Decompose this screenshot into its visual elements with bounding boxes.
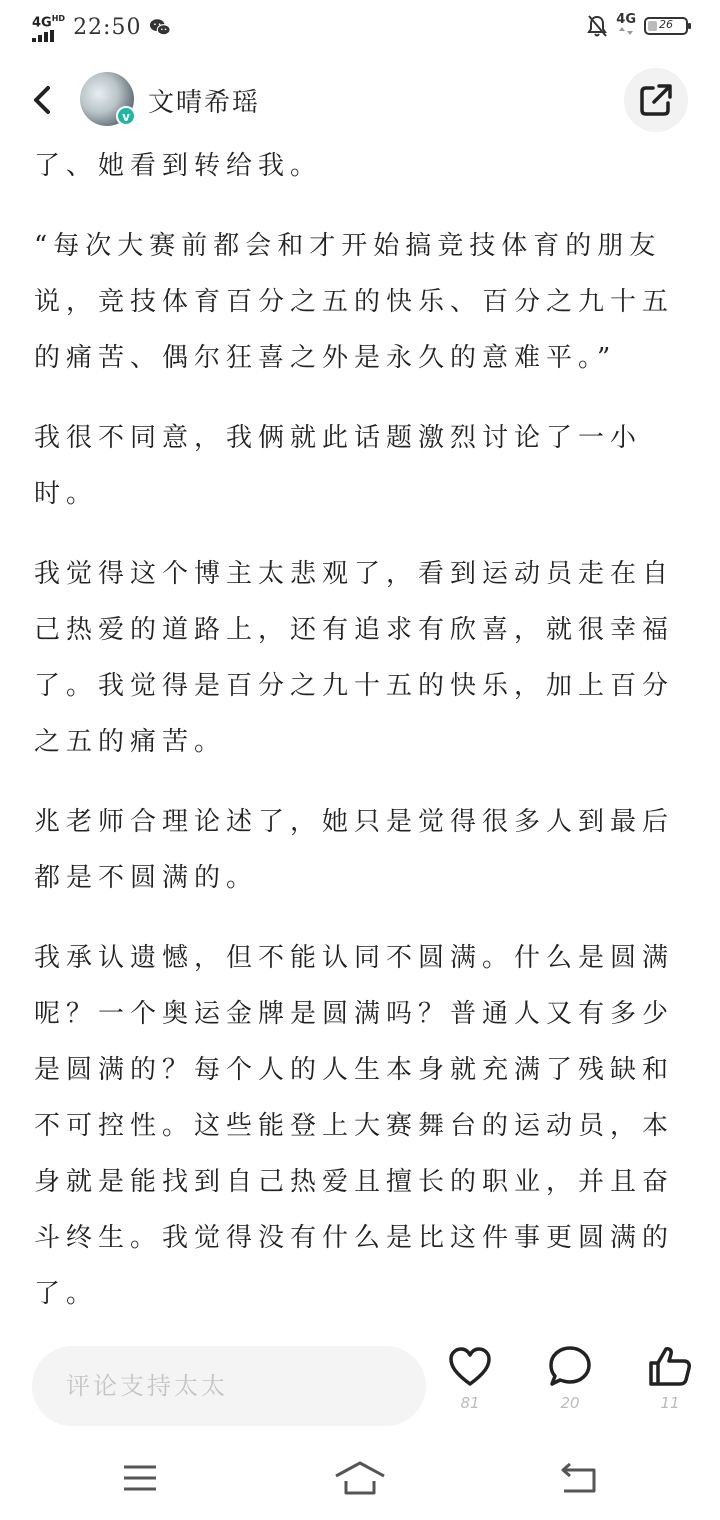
author-name[interactable]: 文晴希瑶 xyxy=(148,88,261,118)
network-4g-indicator xyxy=(616,14,636,38)
article-paragraph: 我很不同意，我俩就此话题激烈讨论了一小时。 xyxy=(34,423,643,509)
share-icon xyxy=(638,82,674,118)
author-avatar[interactable] xyxy=(80,72,134,126)
home-icon xyxy=(334,1460,386,1496)
battery-icon xyxy=(644,17,688,35)
comment-input[interactable] xyxy=(32,1346,426,1426)
article-paragraph: 兆老师合理论述了，她只是觉得很多人到最后都是不圆满的。 xyxy=(34,807,675,893)
comment-button[interactable] xyxy=(534,1344,606,1412)
nav-back-button[interactable] xyxy=(548,1454,612,1502)
menu-button[interactable] xyxy=(108,1454,172,1502)
article-paragraph: “每次大赛前都会和才开始搞竞技体育的朋友说，竞技体育百分之五的快乐、百分之九十五的痛苦、偶尔狂喜之外是永久的意难平。” xyxy=(34,231,675,373)
status-time: 22:50 xyxy=(73,14,142,40)
back-arrow-icon xyxy=(32,84,52,116)
signal-indicator xyxy=(32,12,65,42)
network-hd-label: HD xyxy=(51,14,66,23)
home-button[interactable] xyxy=(328,1454,392,1502)
system-nav-bar xyxy=(0,1440,720,1520)
comment-count: 20 xyxy=(560,1394,580,1412)
status-bar xyxy=(0,0,720,56)
like-count: 81 xyxy=(460,1394,480,1412)
thumbs-up-button[interactable] xyxy=(634,1344,706,1412)
comment-bubble-icon xyxy=(547,1344,593,1390)
article-paragraph: 我觉得这个博主太悲观了，看到运动员走在自己热爱的道路上，还有追求有欣喜，就很幸福了。我觉得是百分之九十五的快乐，加上百分之五的痛苦。 xyxy=(34,559,675,757)
back-button[interactable] xyxy=(24,78,60,122)
nav-back-icon xyxy=(560,1462,600,1494)
wechat-icon xyxy=(149,16,171,38)
like-button[interactable] xyxy=(434,1344,506,1412)
heart-icon xyxy=(447,1344,493,1390)
share-button[interactable] xyxy=(624,68,688,132)
article-header xyxy=(0,64,720,136)
network-label: 4G xyxy=(32,15,52,31)
verified-badge: v xyxy=(116,106,136,126)
article-body xyxy=(34,138,674,1322)
battery-level: 26 xyxy=(659,18,673,31)
status-left xyxy=(32,12,171,42)
article-paragraph: 了、她看到转给我。 xyxy=(34,151,323,181)
status-right xyxy=(586,14,688,38)
data-arrows-icon xyxy=(619,27,633,35)
thumbs-up-count: 11 xyxy=(660,1394,680,1412)
signal-bars-icon xyxy=(32,30,54,42)
article-paragraph: 我承认遗憾，但不能认同不圆满。什么是圆满呢？一个奥运金牌是圆满吗？普通人又有多少是圆满的？每个人的人生本身就充满了残缺和不可控性。这些能登上大赛舞台的运动员，本身就是能找到自己热爱且擅长的职业，并且奋斗终生。我觉得没有什么是比这件事更圆满的了。 xyxy=(34,943,675,1309)
mute-bell-icon xyxy=(586,14,608,38)
bottom-action-bar xyxy=(0,1342,720,1432)
thumbs-up-icon xyxy=(647,1344,693,1390)
menu-icon xyxy=(122,1464,158,1492)
network-4g-label: 4G xyxy=(616,12,636,27)
